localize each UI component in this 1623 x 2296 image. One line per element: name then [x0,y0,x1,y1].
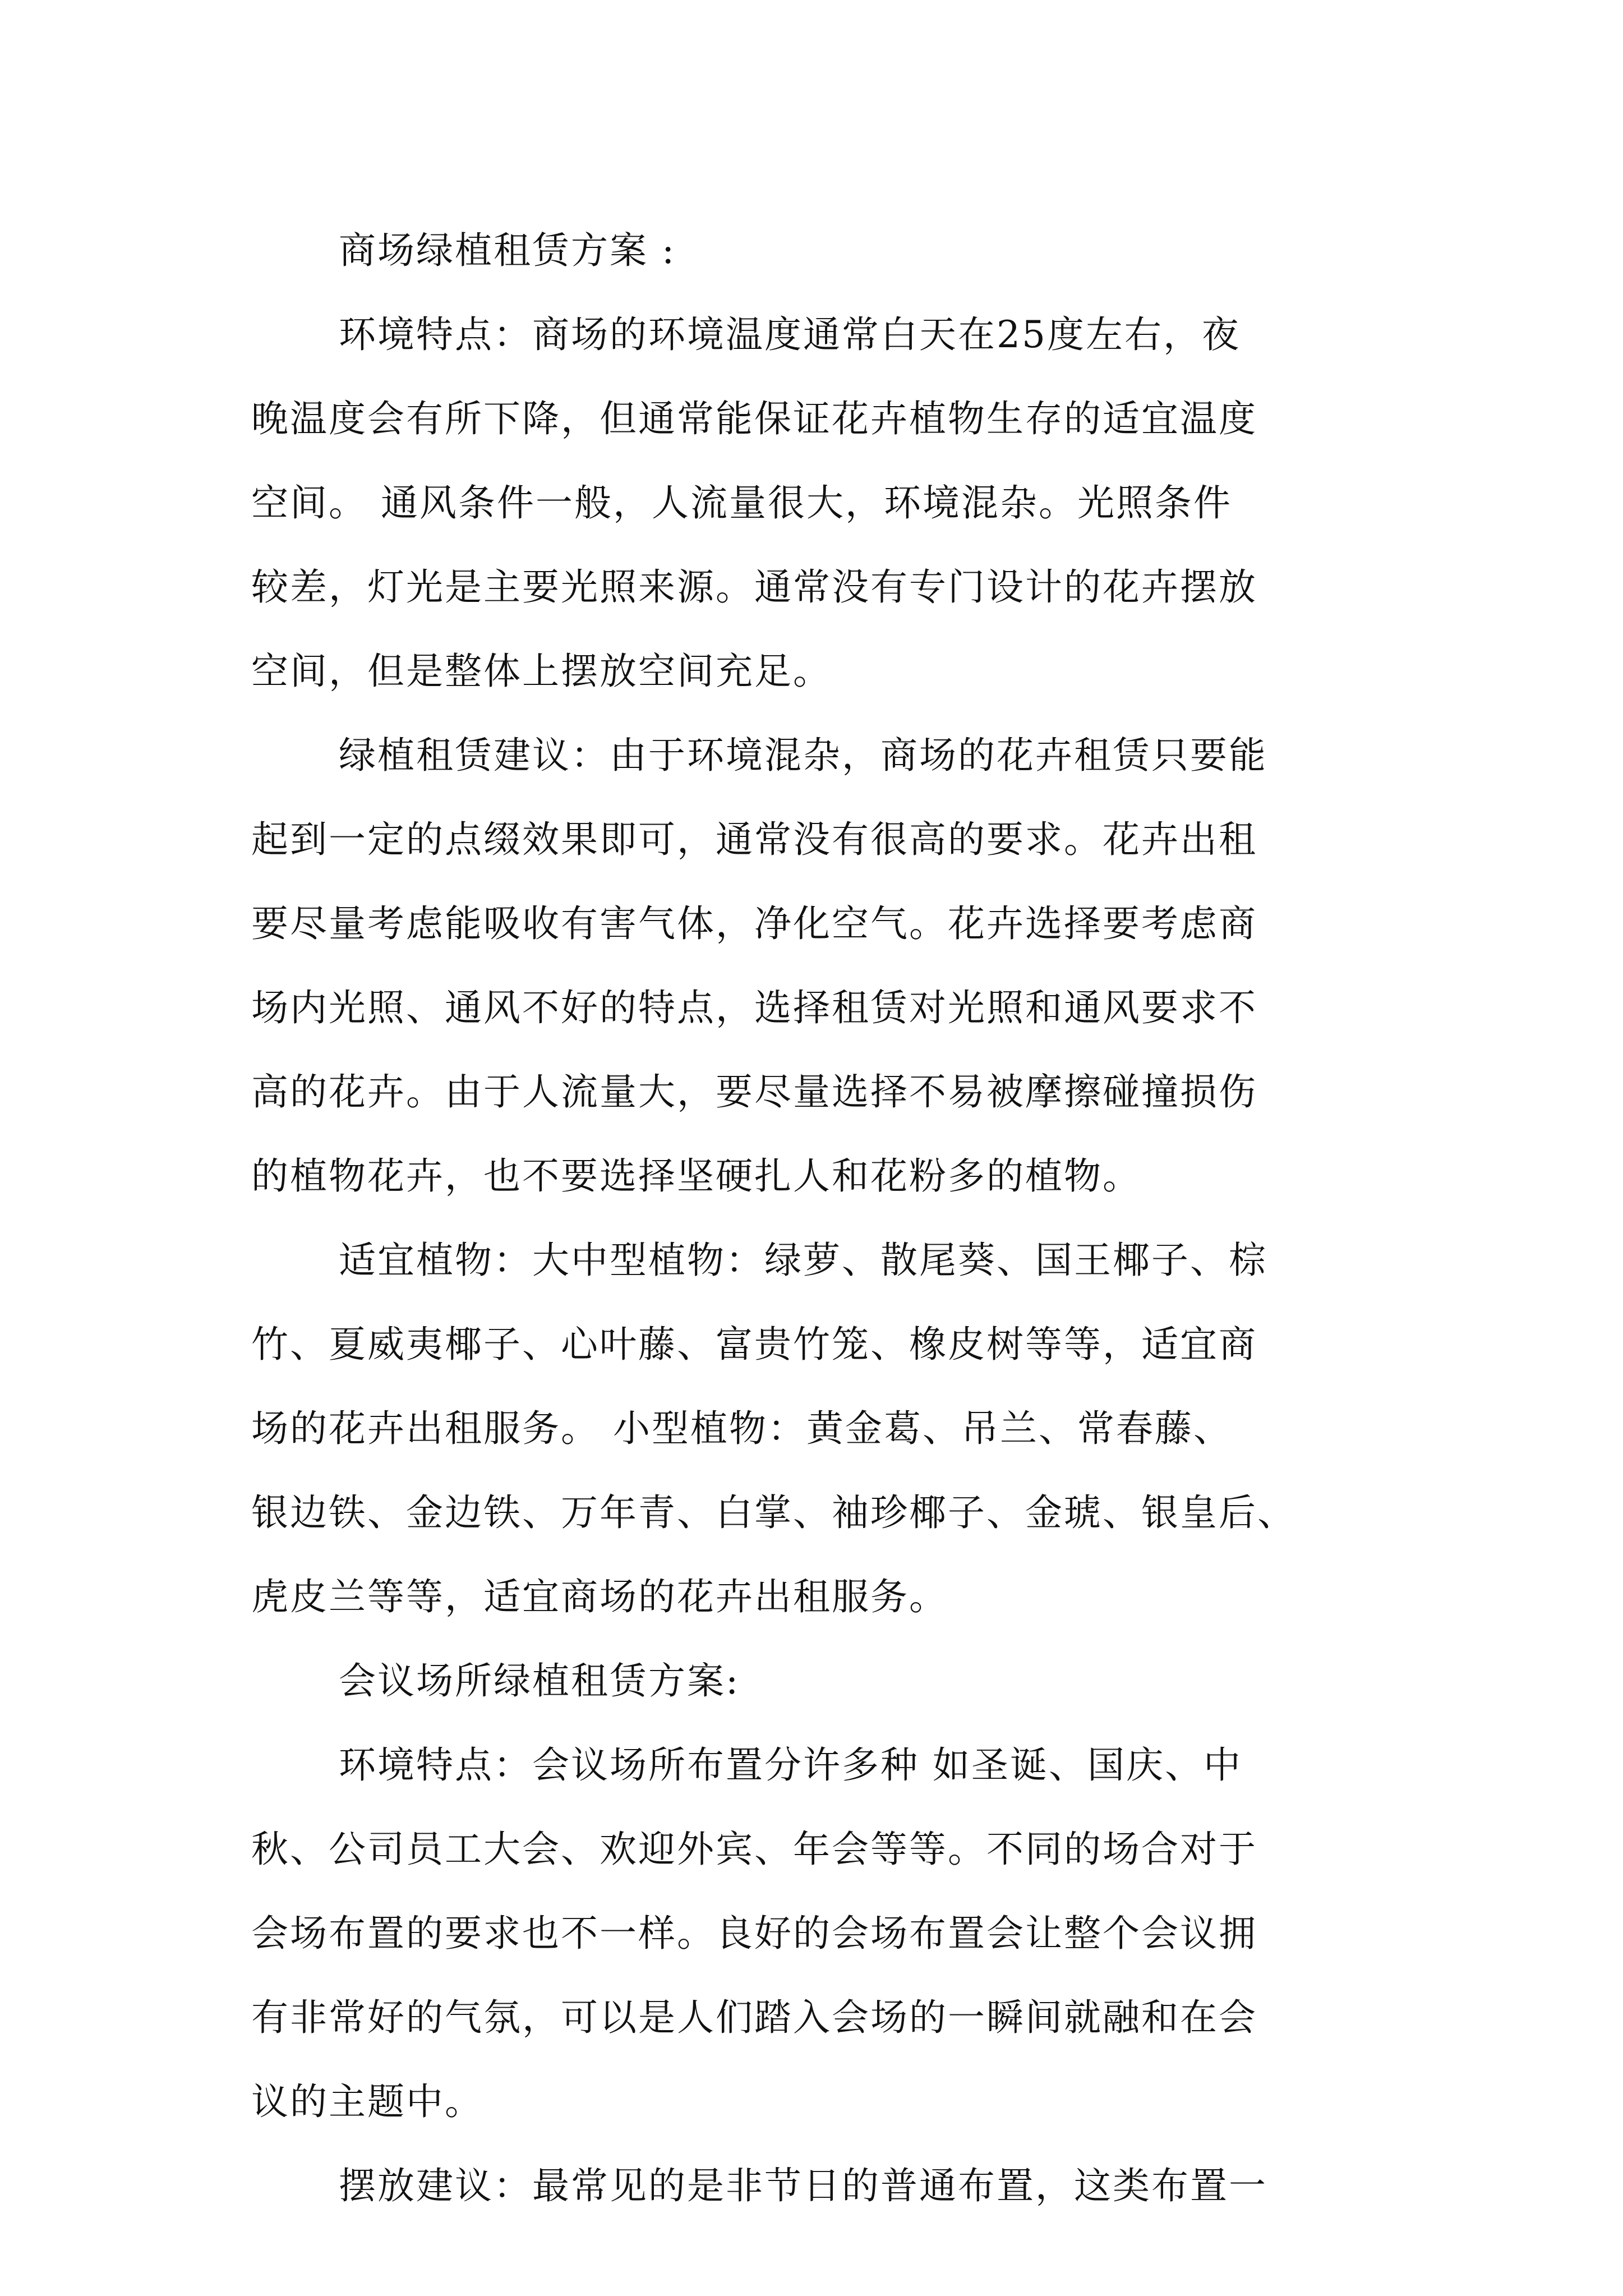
text-line: 摆放建议：最常见的是非节日的普通布置，这类布置一 [339,2164,1267,2207]
text-line: 绿植租赁建议：由于环境混杂，商场的花卉租赁只要能 [339,734,1267,777]
text-line: 秋、公司员工大会、欢迎外宾、年会等等。不同的场合对于 [251,1828,1257,1871]
text-line: 竹、夏威夷椰子、心叶藤、富贵竹笼、橡皮树等等，适宜商 [251,1323,1257,1366]
text-line: 适宜植物：大中型植物：绿萝、散尾葵、国王椰子、棕 [339,1239,1267,1282]
text-line: 场的花卉出租服务。 小型植物：黄金葛、吊兰、常春藤、 [251,1407,1232,1450]
text-line: 会场布置的要求也不一样。良好的会场布置会让整个会议拥 [251,1912,1257,1955]
text-line: 环境特点：商场的环境温度通常白天在25度左右，夜 [339,313,1241,356]
text-line: 空间。 通风条件一般，人流量很大，环境混杂。光照条件 [251,481,1232,524]
text-line: 商场绿植租赁方案 : [339,229,676,272]
text-line: 的植物花卉，也不要选择坚硬扎人和花粉多的植物。 [251,1154,1141,1198]
text-line: 起到一定的点缀效果即可，通常没有很高的要求。花卉出租 [251,818,1257,861]
text-line: 晚温度会有所下降，但通常能保证花卉植物生存的适宜温度 [251,397,1257,440]
document-body [251,209,1391,2228]
text-line: 虎皮兰等等，适宜商场的花卉出租服务。 [251,1575,948,1618]
text-line: 银边铁、金边铁、万年青、白掌、袖珍椰子、金琥、银皇后、 [251,1491,1296,1534]
text-line: 议的主题中。 [251,2080,483,2123]
text-line: 高的花卉。由于人流量大，要尽量选择不易被摩擦碰撞损伤 [251,1070,1257,1114]
text-line: 要尽量考虑能吸收有害气体，净化空气。花卉选择要考虑商 [251,902,1257,945]
text-line: 较差，灯光是主要光照来源。通常没有专门设计的花卉摆放 [251,565,1257,609]
text-line: 环境特点：会议场所布置分许多种 如圣诞、国庆、中 [339,1743,1242,1787]
text-line: 空间，但是整体上摆放空间充足。 [251,650,832,693]
document-page [251,209,1391,2228]
text-line: 场内光照、通风不好的特点，选择租赁对光照和通风要求不 [251,986,1257,1029]
text-line: 会议场所绿植租赁方案: [339,1659,740,1703]
text-line: 有非常好的气氛，可以是人们踏入会场的一瞬间就融和在会 [251,1996,1257,2039]
